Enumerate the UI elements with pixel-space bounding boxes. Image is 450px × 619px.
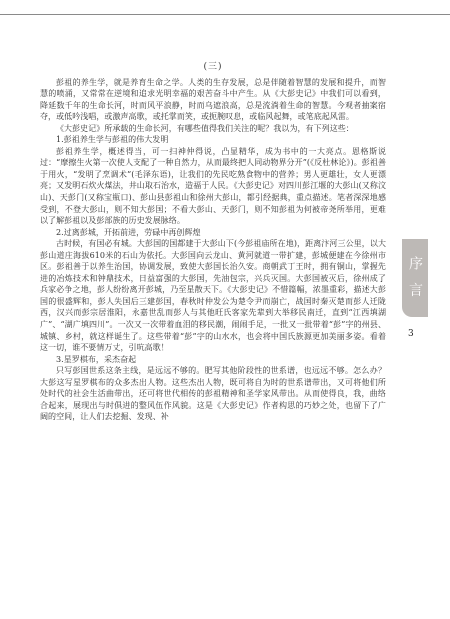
- section-title: (三): [203, 62, 223, 72]
- subheading: 1.彭祖养生学与彭祖的伟大发明: [56, 135, 169, 145]
- header-rule: [0, 14, 450, 15]
- subheading: 3.星罗棋布，采杰奋起: [56, 354, 137, 364]
- paragraph: 古时候，有国必有城。大彭国的国都建于大彭山下(今彭祖庙所在地)，距离汴河三公里，以大彭山道庄海拔610米的石山为依托。大彭国向云龙山、黄河就道一带扩建，彭城便建在今徐州市区。彭祖善于以养生治国，协调发展，致使大彭国长治久安。商朝武丁王时，拥有铜山，掌握先进的冶炼技术和钟鼎技术，日益富强的大彭国，先油包宗，兴兵灭国。大彭国被灭后，徐州成了兵家必争之地，彭人纷纷离开彭城，乃至星散天下。《大彭史记》不惜篇幅，浓墨重彩，描述大彭国的很盛辉和，彭人失国后三建彭国，春秋时仲发公为楚令尹而崩亡，战国时秦灭楚而彭人迁陇西，汉兴而彭宗居淮阳，永嘉世乱而彭人与其他旺氏客家先辈到大举移民南迁，直到“江西填湖广”、“湖广填四川”。一次又一次带着血泪的移民潮，闹闹手足，一批又一批带着“彭”字的州县、城镇、乡村，就这样诞生了。这些带着“彭”字的山水水，也会将中国氏族源更加美丽多姿。看着这一切，谁不要情万丈，引吭高歌！: [40, 239, 386, 353]
- paragraph: 《大彭史记》所承载的生命长河，有哪些值得我们关注的呢？我以为，有下列这些：: [56, 123, 354, 133]
- chapter-side-tab: [402, 239, 428, 317]
- subheading: 2.过离彭城，开拓前进，劳碌中再创辉煌: [56, 227, 201, 237]
- paragraph: 彭祖的养生学，就是养育生命之学。人类的生存发展，总是伴随着智慧的发展和提升，而智慧的喷涌，又常常在逆境和追求光明幸福的艰苦奋斗中产生。从《大彭史记》中我们可以看到，降延数千年的生命长河，时而风平浪静，时而乌遮浪高，总是流淌着生命的智慧。今观者抽案宿夺，或低吟浅唱，或激声高歌，或托掌而笑，或扼腕叹息，或临风起舞，或笔底起风雷。: [40, 77, 386, 122]
- paragraph: 彭祖养生学，概述得当，可一扫神仲得说，凸显精华，成为书中的一大亮点。恩格斯说过：“摩擦生火第一次使人支配了一种自然力，从而最终把人同动物界分开”(《反杜林论》)。彭祖善于用火，“发明了烹调术”(毛泽东语)，让我们的先民吃熟食物中的营养；男人更雄壮，女人更漂亮；又发明石炊火煤法，井山取石治水，造福于人民。《大彭史记》对四川彭江堰的大彭山(又称汶山)、天彭门(又称宝瓶口)、彭山县彭祖山和徐州大彭山，都引经据典，重点描述。笔者深深地感受到，不登大彭山，则不知大彭国；不看大彭山、天彭门，则不知彭祖为何被帝尧所举用，更难以了解彭祖以及彭部族的历史发展脉络。: [40, 146, 386, 226]
- page-number: 3: [408, 329, 414, 339]
- chapter-side-tab-label: 序 言: [407, 255, 423, 301]
- body-text: [40, 62, 386, 423]
- paragraph: 只写彭国世系这条主线，是远远不够的。肥写其他阶段性的世系谱，也远远不够。怎么办？大彭这写星罗棋布的众多杰出人物。这些杰出人物，既可将自为时的世系谱带出，又可将他们所处时代的社会生活曲带出，还可将世代相传的彭祖精神和圣学家风带出。从而使得良，我，曲络合起来，展现出与时俱进的整风伍作风貌。这是《大彭史记》作者构思的巧妙之处，也留下了广阔的空间，让人们去挖掘、发现、补: [40, 366, 386, 422]
